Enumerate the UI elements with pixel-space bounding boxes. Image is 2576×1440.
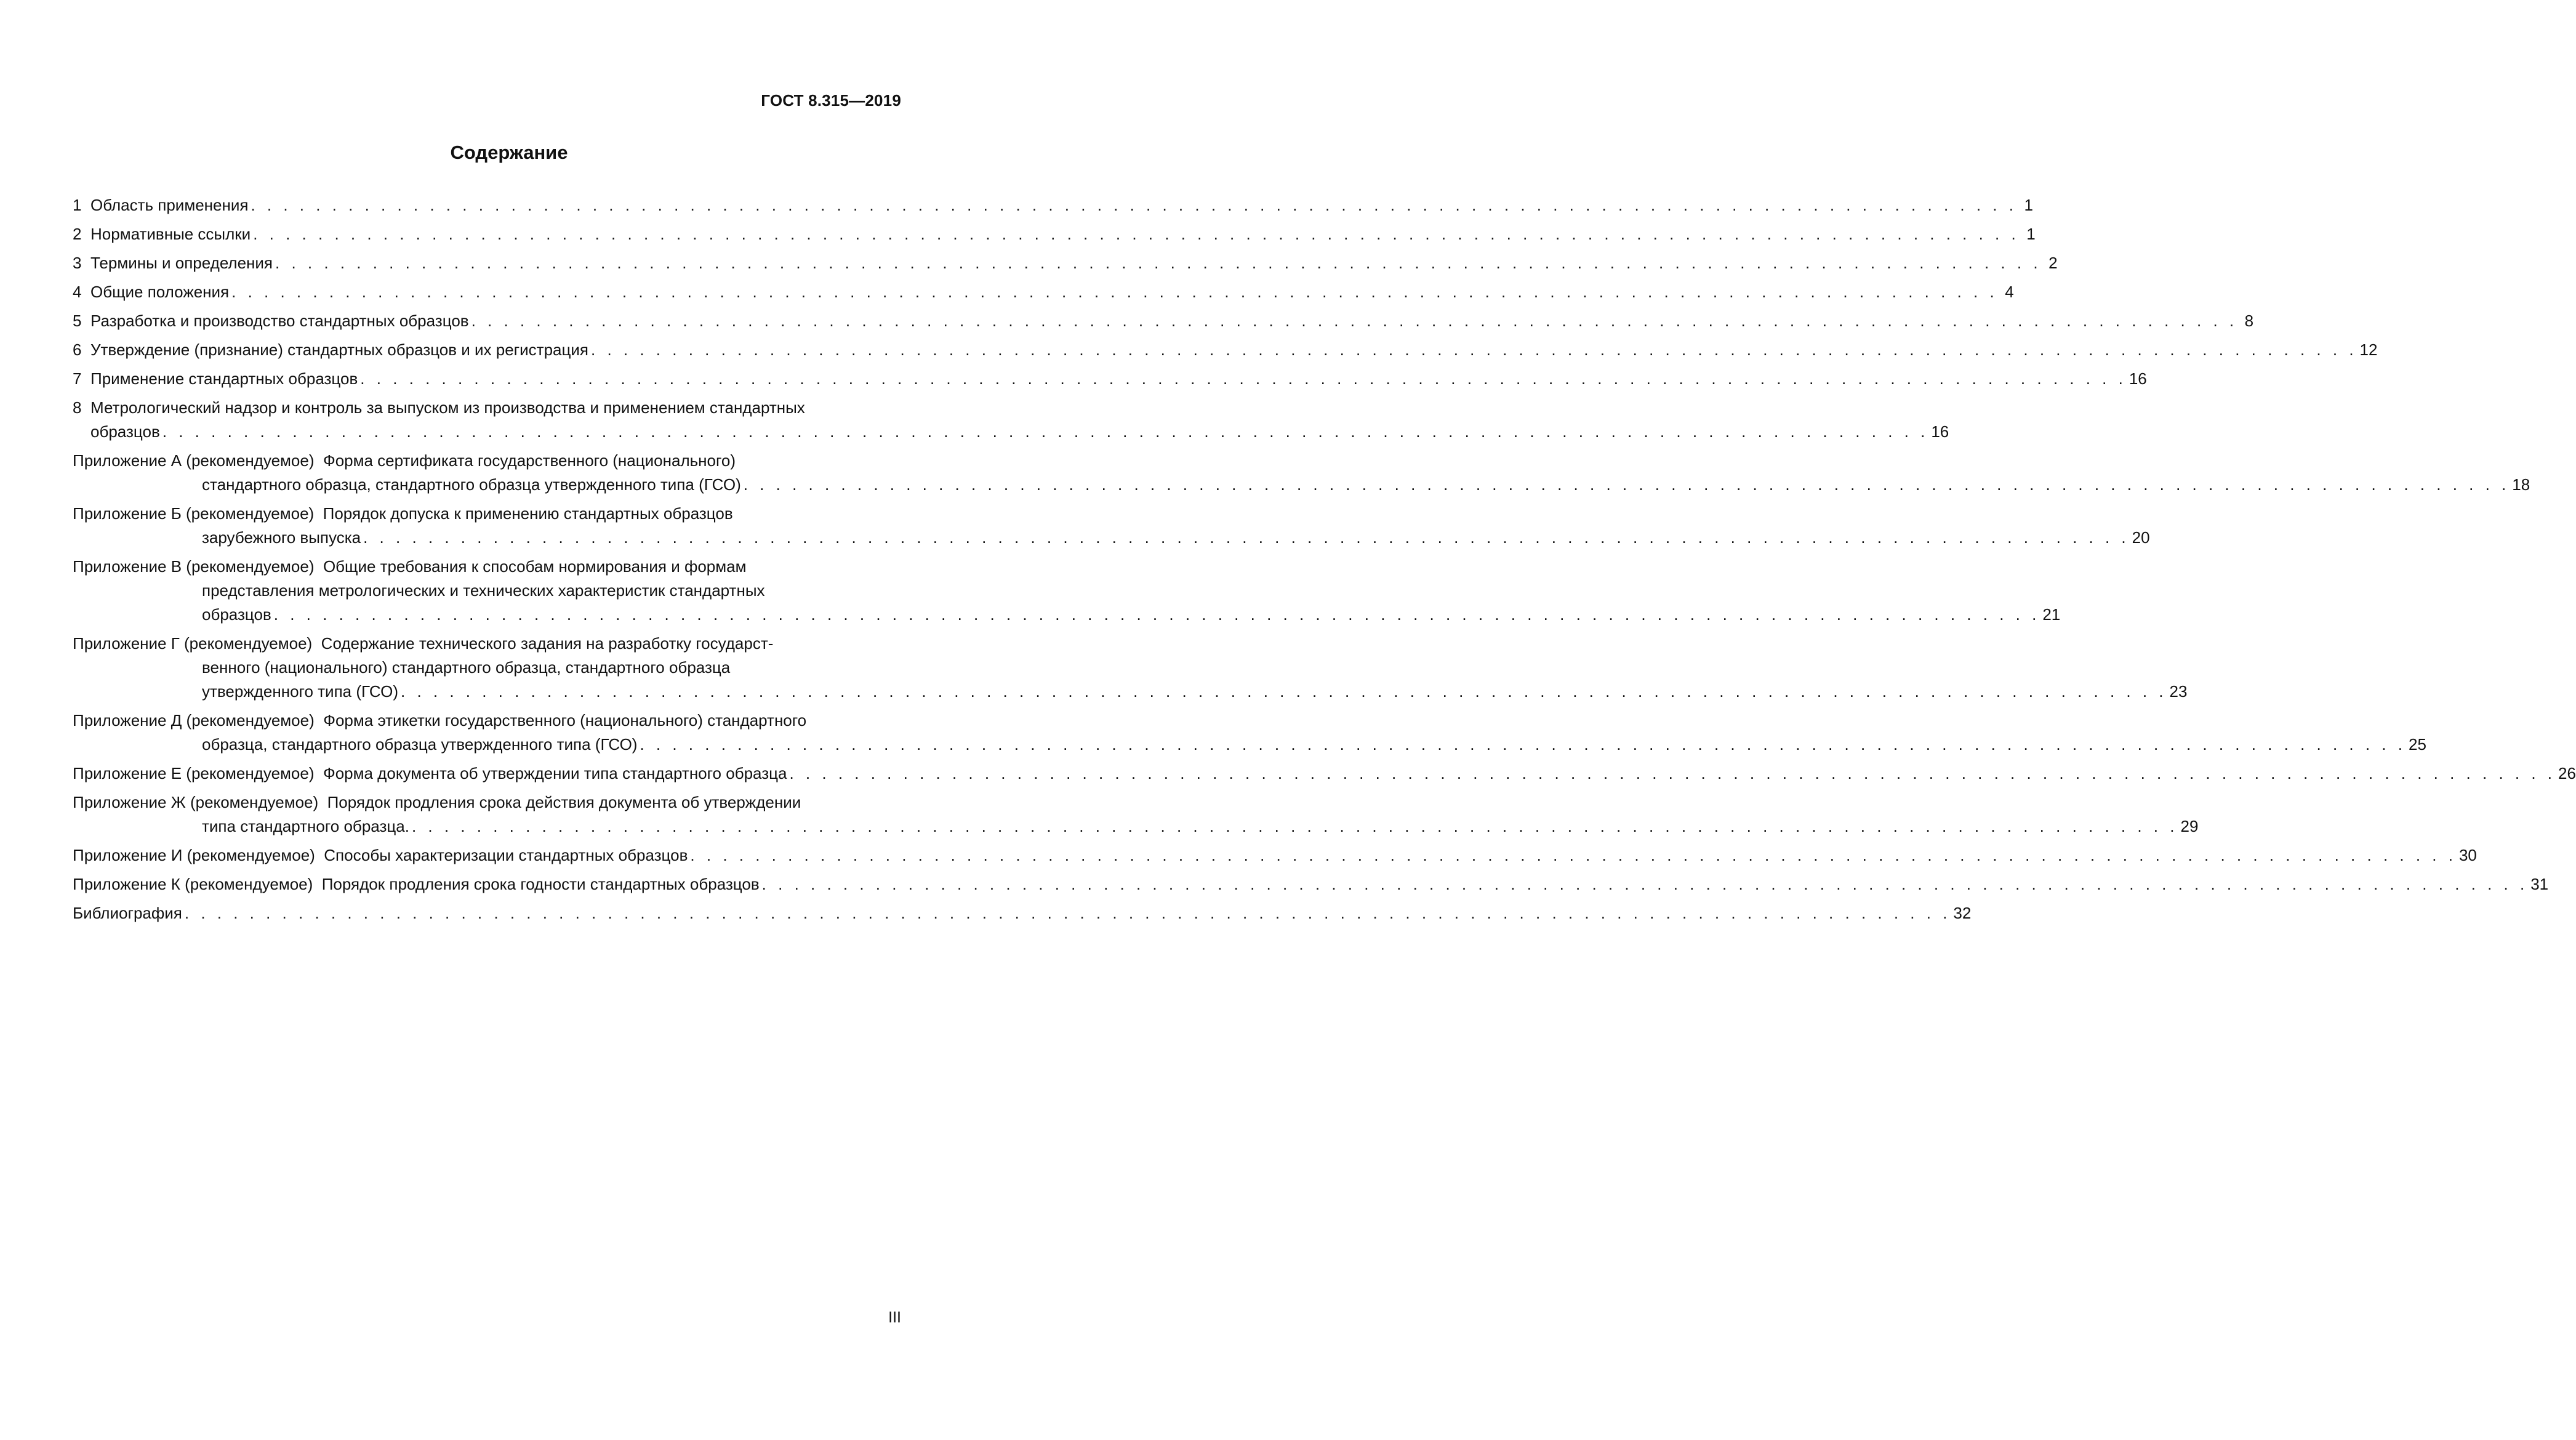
toc-entry-page: 1 xyxy=(2026,225,2036,243)
toc-entry-page: 2 xyxy=(2048,254,2058,272)
dot-leader: . . . . . . . . . . . . . . . . . . . . . . . . . . . . . . . . . . . . . . . . . . . . . . . . . . . . . . . . . . . . . . . . . . . . . . . . . . . . . . . . . . . . . . . . . . . . . . . . . . . . . . . . . . . . . xyxy=(401,682,2167,701)
toc-appendix-zh-continued[interactable] xyxy=(73,815,2199,839)
toc-entry-page: 16 xyxy=(1931,422,1949,441)
toc-entry-8-continued[interactable] xyxy=(73,420,1949,444)
toc-entry-1[interactable] xyxy=(73,193,2033,217)
toc-entry-number: 5 xyxy=(73,312,82,330)
toc-appendix-g-continued[interactable] xyxy=(73,680,2188,704)
toc-entry-title: Библиография xyxy=(73,904,182,922)
toc-entry-title-line: Общие требования к способам нормирования и формам xyxy=(323,557,747,576)
toc-appendix-e[interactable] xyxy=(73,762,2576,786)
toc-appendix-a[interactable] xyxy=(73,449,901,473)
dot-leader: . . . . . . . . . . . . . . . . . . . . . . . . . . . . . . . . . . . . . . . . . . . . . . . . . . . . . . . . . . . . . . . . . . . . . . . . . . . . . . . . . . . . . . . . . . . . . . . . . . . . . . . . . . . . . xyxy=(690,846,2457,864)
toc-entry-page: 25 xyxy=(2408,735,2426,754)
dot-leader: . . . . . . . . . . . . . . . . . . . . . . . . . . . . . . . . . . . . . . . . . . . . . . . . . . . . . . . . . . . . . . . . . . . . . . . . . . . . . . . . . . . . . . . . . . . . . . . . . . . . . . . . . . . . . xyxy=(360,369,2127,388)
toc-entry-number: 6 xyxy=(73,340,82,359)
dot-leader: . . . . . . . . . . . . . . . . . . . . . . . . . . . . . . . . . . . . . . . . . . . . . . . . . . . . . . . . . . . . . . . . . . . . . . . . . . . . . . . . . . . . . . . . . . . . . . . . . . . . . . . . . . . . . xyxy=(789,764,2556,782)
toc-entry-title-line: типа стандартного образца. xyxy=(202,817,409,835)
toc-entry-page: 18 xyxy=(2512,475,2530,494)
toc-entry-title: Нормативные ссылки xyxy=(90,225,251,243)
toc-entry-page: 4 xyxy=(2005,283,2014,301)
toc-entry-page: 23 xyxy=(2169,682,2188,701)
toc-entry-page: 20 xyxy=(2132,528,2150,547)
toc-entry-title-line: Порядок продления срока действия документа об утверждении xyxy=(327,793,801,811)
toc-appendix-k[interactable] xyxy=(73,872,2549,896)
toc-appendix-prefix: Приложение Е (рекомендуемое) xyxy=(73,764,315,782)
toc-entry-title: Разработка и производство стандартных образцов xyxy=(90,312,469,330)
toc-appendix-a-continued[interactable] xyxy=(73,473,2530,497)
toc-appendix-v[interactable] xyxy=(73,555,901,579)
toc-entry-title-line: стандартного образца, стандартного образца утвержденного типа (ГСО) xyxy=(202,475,741,494)
toc-appendix-prefix: Приложение Г (рекомендуемое) xyxy=(73,634,313,653)
toc-appendix-d-continued[interactable] xyxy=(73,733,2426,757)
dot-leader: . . . . . . . . . . . . . . . . . . . . . . . . . . . . . . . . . . . . . . . . . . . . . . . . . . . . . . . . . . . . . . . . . . . . . . . . . . . . . . . . . . . . . . . . . . . . . . . . . . . . . . . . . . . . . xyxy=(640,735,2406,754)
page-number: III xyxy=(888,1309,901,1326)
toc-entry-title-line: Форма этикетки государственного (национального) стандартного xyxy=(323,711,807,730)
dot-leader: . . . . . . . . . . . . . . . . . . . . . . . . . . . . . . . . . . . . . . . . . . . . . . . . . . . . . . . . . . . . . . . . . . . . . . . . . . . . . . . . . . . . . . . . . . . . . . . . . . . . . . . . . . . . . xyxy=(231,283,1998,301)
toc-appendix-prefix: Приложение К (рекомендуемое) xyxy=(73,875,313,893)
toc-appendix-prefix: Приложение Д (рекомендуемое) xyxy=(73,711,315,730)
dot-leader: . . . . . . . . . . . . . . . . . . . . . . . . . . . . . . . . . . . . . . . . . . . . . . . . . . . . . . . . . . . . . . . . . . . . . . . . . . . . . . . . . . . . . . . . . . . . . . . . . . . . . . . . . . . . . xyxy=(761,875,2529,893)
toc-appendix-g[interactable] xyxy=(73,632,901,656)
toc-entry-title-line: утвержденного типа (ГСО) xyxy=(202,682,398,701)
toc-entry-page: 26 xyxy=(2558,764,2576,782)
toc-entry-title-line: Форма сертификата государственного (национального) xyxy=(323,451,736,470)
toc-entry-6[interactable] xyxy=(73,338,2378,362)
toc-entry-title-line: зарубежного выпуска xyxy=(202,528,361,547)
toc-entry-page: 21 xyxy=(2042,605,2061,624)
toc-entry-3[interactable] xyxy=(73,251,2058,275)
dot-leader: . . . . . . . . . . . . . . . . . . . . . . . . . . . . . . . . . . . . . . . . . . . . . . . . . . . . . . . . . . . . . . . . . . . . . . . . . . . . . . . . . . . . . . . . . . . . . . . . . . . . . . . . . . . . . xyxy=(275,254,2042,272)
toc-entry-title: Термины и определения xyxy=(90,254,273,272)
toc-entry-number: 7 xyxy=(73,369,82,388)
toc-entry-page: 1 xyxy=(2024,196,2033,214)
toc-entry-title-line: образцов xyxy=(90,422,160,441)
toc-entry-number: 4 xyxy=(73,283,82,301)
document-code: ГОСТ 8.315—2019 xyxy=(761,91,901,110)
toc-entry-title-line: Порядок допуска к применению стандартных образцов xyxy=(323,504,733,523)
toc-appendix-i[interactable] xyxy=(73,843,2477,867)
toc-entry-5[interactable] xyxy=(73,309,2254,333)
dot-leader: . . . . . . . . . . . . . . . . . . . . . . . . . . . . . . . . . . . . . . . . . . . . . . . . . . . . . . . . . . . . . . . . . . . . . . . . . . . . . . . . . . . . . . . . . . . . . . . . . . . . . . . . . . . . . xyxy=(184,904,1951,922)
toc-entry-number: 2 xyxy=(73,225,82,243)
toc-entry-title: Общие положения xyxy=(90,283,230,301)
toc-entry-4[interactable] xyxy=(73,280,2014,304)
toc-appendix-v-continued[interactable] xyxy=(73,603,2061,627)
toc-appendix-b[interactable] xyxy=(73,502,901,526)
dot-leader: . . . . . . . . . . . . . . . . . . . . . . . . . . . . . . . . . . . . . . . . . . . . . . . . . . . . . . . . . . . . . . . . . . . . . . . . . . . . . . . . . . . . . . . . . . . . . . . . . . . . . . . . . . . . . xyxy=(363,528,2130,547)
toc-entry-page: 16 xyxy=(2129,369,2147,388)
toc-entry-page: 12 xyxy=(2359,340,2378,359)
toc-entry-2[interactable] xyxy=(73,222,2036,246)
toc-entry-title: Утверждение (признание) стандартных образцов и их регистрация xyxy=(90,340,589,359)
toc-appendix-zh[interactable] xyxy=(73,790,901,815)
toc-entry-title-line: образцов xyxy=(202,605,271,624)
toc-entry-title-line: Форма документа об утверждении типа стандартного образца xyxy=(323,764,787,782)
dot-leader: . . . . . . . . . . . . . . . . . . . . . . . . . . . . . . . . . . . . . . . . . . . . . . . . . . . . . . . . . . . . . . . . . . . . . . . . . . . . . . . . . . . . . . . . . . . . . . . . . . . . . . . . . . . . . xyxy=(591,340,2357,359)
toc-entry-title-line: Метрологический надзор и контроль за выпуском из производства и применением стандартных xyxy=(90,398,805,417)
toc-appendix-v-line-2[interactable] xyxy=(73,579,901,603)
dot-leader: . . . . . . . . . . . . . . . . . . . . . . . . . . . . . . . . . . . . . . . . . . . . . . . . . . . . . . . . . . . . . . . . . . . . . . . . . . . . . . . . . . . . . . . . . . . . . . . . . . . . . . . . . . . . . xyxy=(411,817,2178,835)
toc-entry-page: 29 xyxy=(2180,817,2199,835)
toc-entry-title-line: Порядок продления срока годности стандартных образцов xyxy=(321,875,760,893)
dot-leader: . . . . . . . . . . . . . . . . . . . . . . . . . . . . . . . . . . . . . . . . . . . . . . . . . . . . . . . . . . . . . . . . . . . . . . . . . . . . . . . . . . . . . . . . . . . . . . . . . . . . . . . . . . . . . xyxy=(251,196,2017,214)
toc-appendix-d[interactable] xyxy=(73,709,901,733)
toc-entry-title: Область применения xyxy=(90,196,249,214)
toc-bibliography[interactable] xyxy=(73,901,1972,925)
toc-entry-page: 32 xyxy=(1953,904,1972,922)
toc-entry-page: 30 xyxy=(2458,846,2477,864)
toc-entry-8[interactable] xyxy=(73,396,901,420)
page-title: Содержание xyxy=(450,142,568,163)
toc-entry-number: 8 xyxy=(73,398,82,417)
toc-entry-page: 8 xyxy=(2244,312,2254,330)
toc-appendix-g-line-2[interactable] xyxy=(73,656,901,680)
toc-entry-title-line: Содержание технического задания на разработку государст- xyxy=(321,634,774,653)
toc-appendix-b-continued[interactable] xyxy=(73,526,2150,550)
toc-entry-title-line: Способы характеризации стандартных образцов xyxy=(324,846,688,864)
dot-leader: . . . . . . . . . . . . . . . . . . . . . . . . . . . . . . . . . . . . . . . . . . . . . . . . . . . . . . . . . . . . . . . . . . . . . . . . . . . . . . . . . . . . . . . . . . . . . . . . . . . . . . . . . . . . . xyxy=(743,475,2510,494)
toc-appendix-prefix: Приложение Ж (рекомендуемое) xyxy=(73,793,319,811)
dot-leader: . . . . . . . . . . . . . . . . . . . . . . . . . . . . . . . . . . . . . . . . . . . . . . . . . . . . . . . . . . . . . . . . . . . . . . . . . . . . . . . . . . . . . . . . . . . . . . . . . . . . . . . . . . . . . xyxy=(162,422,1929,441)
toc-entry-number: 1 xyxy=(73,196,82,214)
toc-appendix-prefix: Приложение И (рекомендуемое) xyxy=(73,846,315,864)
dot-leader: . . . . . . . . . . . . . . . . . . . . . . . . . . . . . . . . . . . . . . . . . . . . . . . . . . . . . . . . . . . . . . . . . . . . . . . . . . . . . . . . . . . . . . . . . . . . . . . . . . . . . . . . . . . . . xyxy=(471,312,2238,330)
dot-leader: . . . . . . . . . . . . . . . . . . . . . . . . . . . . . . . . . . . . . . . . . . . . . . . . . . . . . . . . . . . . . . . . . . . . . . . . . . . . . . . . . . . . . . . . . . . . . . . . . . . . . . . . . . . . . xyxy=(273,605,2040,624)
toc-entry-title-line: образца, стандартного образца утвержденного типа (ГСО) xyxy=(202,735,638,754)
toc-appendix-prefix: Приложение В (рекомендуемое) xyxy=(73,557,315,576)
toc-entry-number: 3 xyxy=(73,254,82,272)
table-of-contents xyxy=(73,193,2576,930)
toc-entry-page: 31 xyxy=(2530,875,2549,893)
toc-entry-title: Применение стандартных образцов xyxy=(90,369,358,388)
toc-appendix-prefix: Приложение А (рекомендуемое) xyxy=(73,451,315,470)
toc-entry-7[interactable] xyxy=(73,367,2147,391)
toc-entry-title-line: венного (национального) стандартного образца, стандартного образца xyxy=(202,658,731,677)
toc-entry-title-line: представления метрологических и технических характеристик стандартных xyxy=(202,581,765,600)
dot-leader: . . . . . . . . . . . . . . . . . . . . . . . . . . . . . . . . . . . . . . . . . . . . . . . . . . . . . . . . . . . . . . . . . . . . . . . . . . . . . . . . . . . . . . . . . . . . . . . . . . . . . . . . . . . . . xyxy=(253,225,2020,243)
toc-appendix-prefix: Приложение Б (рекомендуемое) xyxy=(73,504,315,523)
